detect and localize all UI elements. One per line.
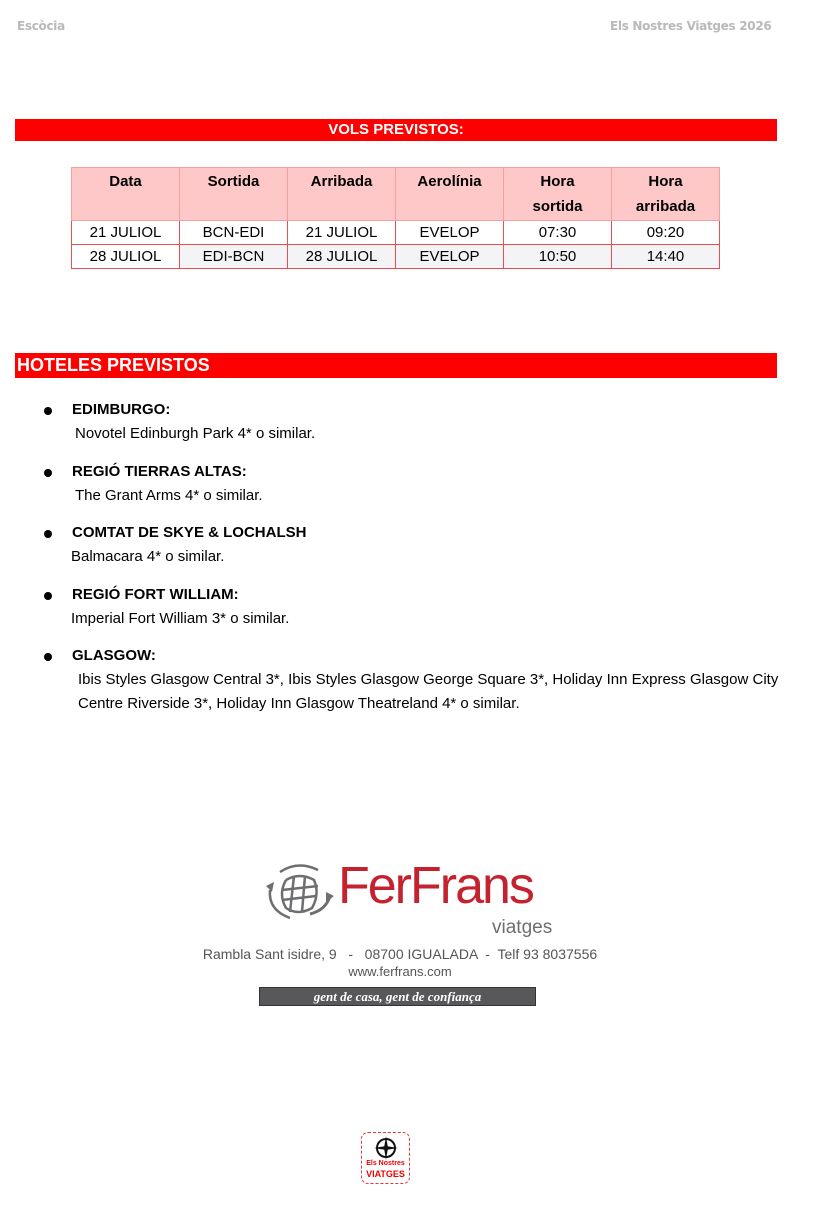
cell-departure: BCN-EDI xyxy=(180,221,288,245)
agency-address: Rambla Sant isidre, 9 - 08700 IGUALADA - Telf 93 8037556 xyxy=(202,946,598,962)
hotel-region: COMTAT DE SKYE & LOCHALSH xyxy=(72,524,307,541)
table-row xyxy=(72,221,720,245)
hotel-names: Imperial Fort William 3* o similar. xyxy=(71,610,290,627)
hotel-names-line: Ibis Styles Glasgow Central 3*, Ibis Styles Glasgow George Square 3*, Holiday Inn Express Glasgow City xyxy=(78,671,779,688)
ferfrans-logo xyxy=(260,857,553,940)
agency-website[interactable]: www.ferfrans.com xyxy=(348,964,452,979)
column-header-aerolinia: Aerolínia xyxy=(396,168,504,221)
bullet-icon xyxy=(44,469,52,477)
badge-line2: VIATGES xyxy=(366,1169,405,1179)
hotel-region: EDIMBURGO: xyxy=(72,401,171,418)
hotel-region: REGIÓ TIERRAS ALTAS: xyxy=(72,463,247,480)
header-destination: Escòcia xyxy=(17,19,65,33)
hotel-names-line: Centre Riverside 3*, Holiday Inn Glasgow Theatreland 4* o similar. xyxy=(78,695,520,712)
bullet-icon xyxy=(44,530,52,538)
column-header-hora-sortida: Hora sortida xyxy=(504,168,612,221)
hotels-section-title: HOTELES PREVISTOS xyxy=(15,353,777,378)
hotel-names: Novotel Edinburgh Park 4* o similar. xyxy=(75,425,316,442)
header-catalog-title: Els Nostres Viatges 2026 xyxy=(610,19,772,33)
brand-name: FerFrans xyxy=(338,857,533,915)
cell-departure: EDI-BCN xyxy=(180,245,288,269)
cell-airline: EVELOP xyxy=(396,245,504,269)
cell-arrival: 21 JULIOL xyxy=(288,221,396,245)
flights-section-title: VOLS PREVISTOS: xyxy=(15,119,777,141)
compass-icon xyxy=(373,1135,399,1161)
hotel-region: REGIÓ FORT WILLIAM: xyxy=(72,586,239,603)
cell-departure-time: 10:50 xyxy=(504,245,612,269)
cell-airline: EVELOP xyxy=(396,221,504,245)
column-header-sortida: Sortida xyxy=(180,168,288,221)
column-header-arribada: Arribada xyxy=(288,168,396,221)
hotel-names: Balmacara 4* o similar. xyxy=(71,548,225,565)
hotel-names xyxy=(78,668,778,716)
column-header-data: Data xyxy=(72,168,180,221)
cell-departure-time: 07:30 xyxy=(504,221,612,245)
globe-arrows-icon xyxy=(260,862,340,924)
agency-tagline: gent de casa, gent de confiança xyxy=(259,987,536,1006)
bullet-icon xyxy=(44,653,52,661)
badge-line1: Els Nostres xyxy=(366,1160,405,1167)
hotel-region: GLASGOW: xyxy=(72,647,156,664)
flights-table xyxy=(71,167,720,269)
bullet-icon xyxy=(44,407,52,415)
cell-date: 21 JULIOL xyxy=(72,221,180,245)
table-row xyxy=(72,245,720,269)
hotel-names: The Grant Arms 4* o similar. xyxy=(75,487,263,504)
cell-arrival-time: 09:20 xyxy=(612,221,720,245)
cell-arrival: 28 JULIOL xyxy=(288,245,396,269)
brand-subtitle: viatges xyxy=(492,917,553,938)
cell-arrival-time: 14:40 xyxy=(612,245,720,269)
cell-date: 28 JULIOL xyxy=(72,245,180,269)
bullet-icon xyxy=(44,592,52,600)
column-header-hora-arribada: Hora arribada xyxy=(612,168,720,221)
els-nostres-viatges-badge xyxy=(361,1132,410,1184)
flights-table-header xyxy=(72,168,720,221)
